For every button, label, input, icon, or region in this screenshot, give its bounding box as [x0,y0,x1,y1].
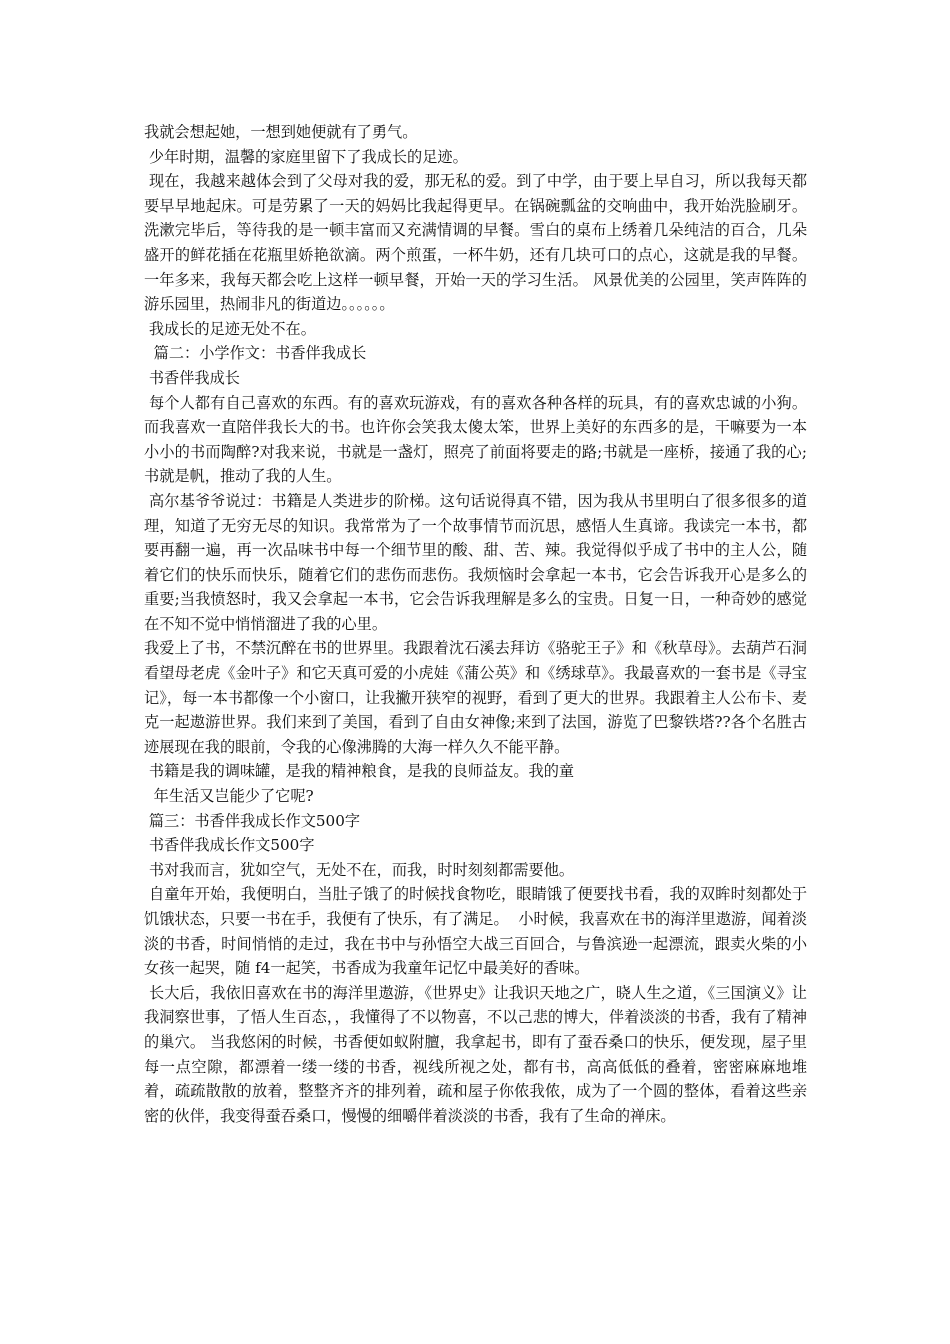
document-body [144,120,807,1128]
paragraph: 少年时期，温馨的家庭里留下了我成长的足迹。 [144,147,468,166]
paragraph: 书籍是我的调味罐，是我的精神粮食，是我的良师益友。我的童 [144,762,575,781]
paragraph: 年生活又岂能少了它呢? [144,787,314,806]
paragraph: 每个人都有自己喜欢的东西。有的喜欢玩游戏，有的喜欢各种各样的玩具，有的喜欢忠诚的小狗。而我喜欢一直陪伴我长大的书。也许你会笑我太傻太笨，世界上美好的东西多的是，干嘛要为一本小小的书而陶醉?对我来说，书就是一盏灯，照亮了前面将要走的路;书就是一座桥，接通了我的心;书就是帆，推动了我的人生。 [144,393,808,486]
paragraph: 自童年开始，我便明白，当肚子饿了的时候找食物吃，眼睛饿了便要找书看，我的双眸时刻都处于饥饿状态，只要一书在手，我便有了快乐，有了满足。 小时候，我喜欢在书的海洋里遨游，闻着淡淡的书香，时间悄悄的走过，我在书中与孙悟空大战三百回合，与鲁滨逊一起漂流，跟卖火柴的小女孩一起哭，随 f4一起笑，书香成为我童年记忆中最美好的香味。 [144,885,808,978]
section-heading: 篇三：书香伴我成长作文500字 [144,811,361,830]
paragraph: 我成长的足迹无处不在。 [144,319,316,338]
paragraph: 高尔基爷爷说过：书籍是人类进步的阶梯。这句话说得真不错，因为我从书里明白了很多很多的道理，知道了无穷无尽的知识。我常常为了一个故事情节而沉思，感悟人生真谛。我读完一本书，都要再翻一遍，再一次品味书中每一个细节里的酸、甜、苦、辣。我觉得似乎成了书中的主人公，随着它们的快乐而快乐，随着它们的悲伤而悲伤。我烦恼时会拿起一本书，它会告诉我开心是多么的重要;当我愤怒时，我又会拿起一本书，它会告诉我理解是多么的宝贵。日复一日，一种奇妙的感觉在不知不觉中悄悄溜进了我的心里。 [144,491,808,633]
section-title: 书香伴我成长作文500字 [144,836,315,855]
paragraph: 我爱上了书，不禁沉醉在书的世界里。我跟着沈石溪去拜访《骆驼王子》和《秋草母》。去葫芦石洞看望母老虎《金叶子》和它天真可爱的小虎娃《蒲公英》和《绣球草》。我最喜欢的一套书是《寻宝记》，每一本书都像一个小窗口，让我撇开狭窄的视野，看到了更大的世界。我跟着主人公布卡、麦克一起遨游世界。我们来到了美国，看到了自由女神像;来到了法国，游览了巴黎铁塔??各个名胜古迹展现在我的眼前，令我的心像沸腾的大海一样久久不能平静。 [144,639,807,756]
section-title: 书香伴我成长 [144,368,240,387]
section-heading: 篇二：小学作文：书香伴我成长 [144,344,367,363]
paragraph: 我就会想起她，一想到她便就有了勇气。 [144,123,418,141]
paragraph: 书对我而言，犹如空气，无处不在，而我，时时刻刻都需要他。 [144,860,575,879]
paragraph: 长大后，我依旧喜欢在书的海洋里遨游，《世界史》让我识天地之广，晓人生之道，《三国演义》让我洞察世事，了悟人生百态，，我懂得了不以物喜，不以己悲的博大，伴着淡淡的书香，我有了精神的巢穴。 当我悠闲的时候，书香便如蚁附膻，我拿起书，即有了蚕吞桑口的快乐，便发现，屋子里每一点空隙，都漂着一缕一缕的书香，视线所视之处，都有书，高高低低的叠着，密密麻麻地堆着，疏疏散散的放着，整整齐齐的排列着，疏和屋子你侬我侬，成为了一个圆的整体，看着这些亲密的伙伴，我变得蚕吞桑口，慢慢的细嚼伴着淡淡的书香，我有了生命的禅床。 [144,983,807,1125]
paragraph: 现在，我越来越体会到了父母对我的爱，那无私的爱。到了中学，由于要上早自习，所以我每天都要早早地起床。可是劳累了一天的妈妈比我起得更早。在锅碗瓢盆的交响曲中，我开始洗脸刷牙。洗漱完毕后，等待我的是一顿丰富而又充满情调的早餐。雪白的桌布上绣着几朵纯洁的百合，几朵盛开的鲜花插在花瓶里娇艳欲滴。两个煎蛋，一杯牛奶，还有几块可口的点心，这就是我的早餐。一年多来，我每天都会吃上这样一顿早餐，开始一天的学习生活。 风景优美的公园里，笑声阵阵的游乐园里，热闹非凡的街道边。。。。。。 [144,172,808,314]
